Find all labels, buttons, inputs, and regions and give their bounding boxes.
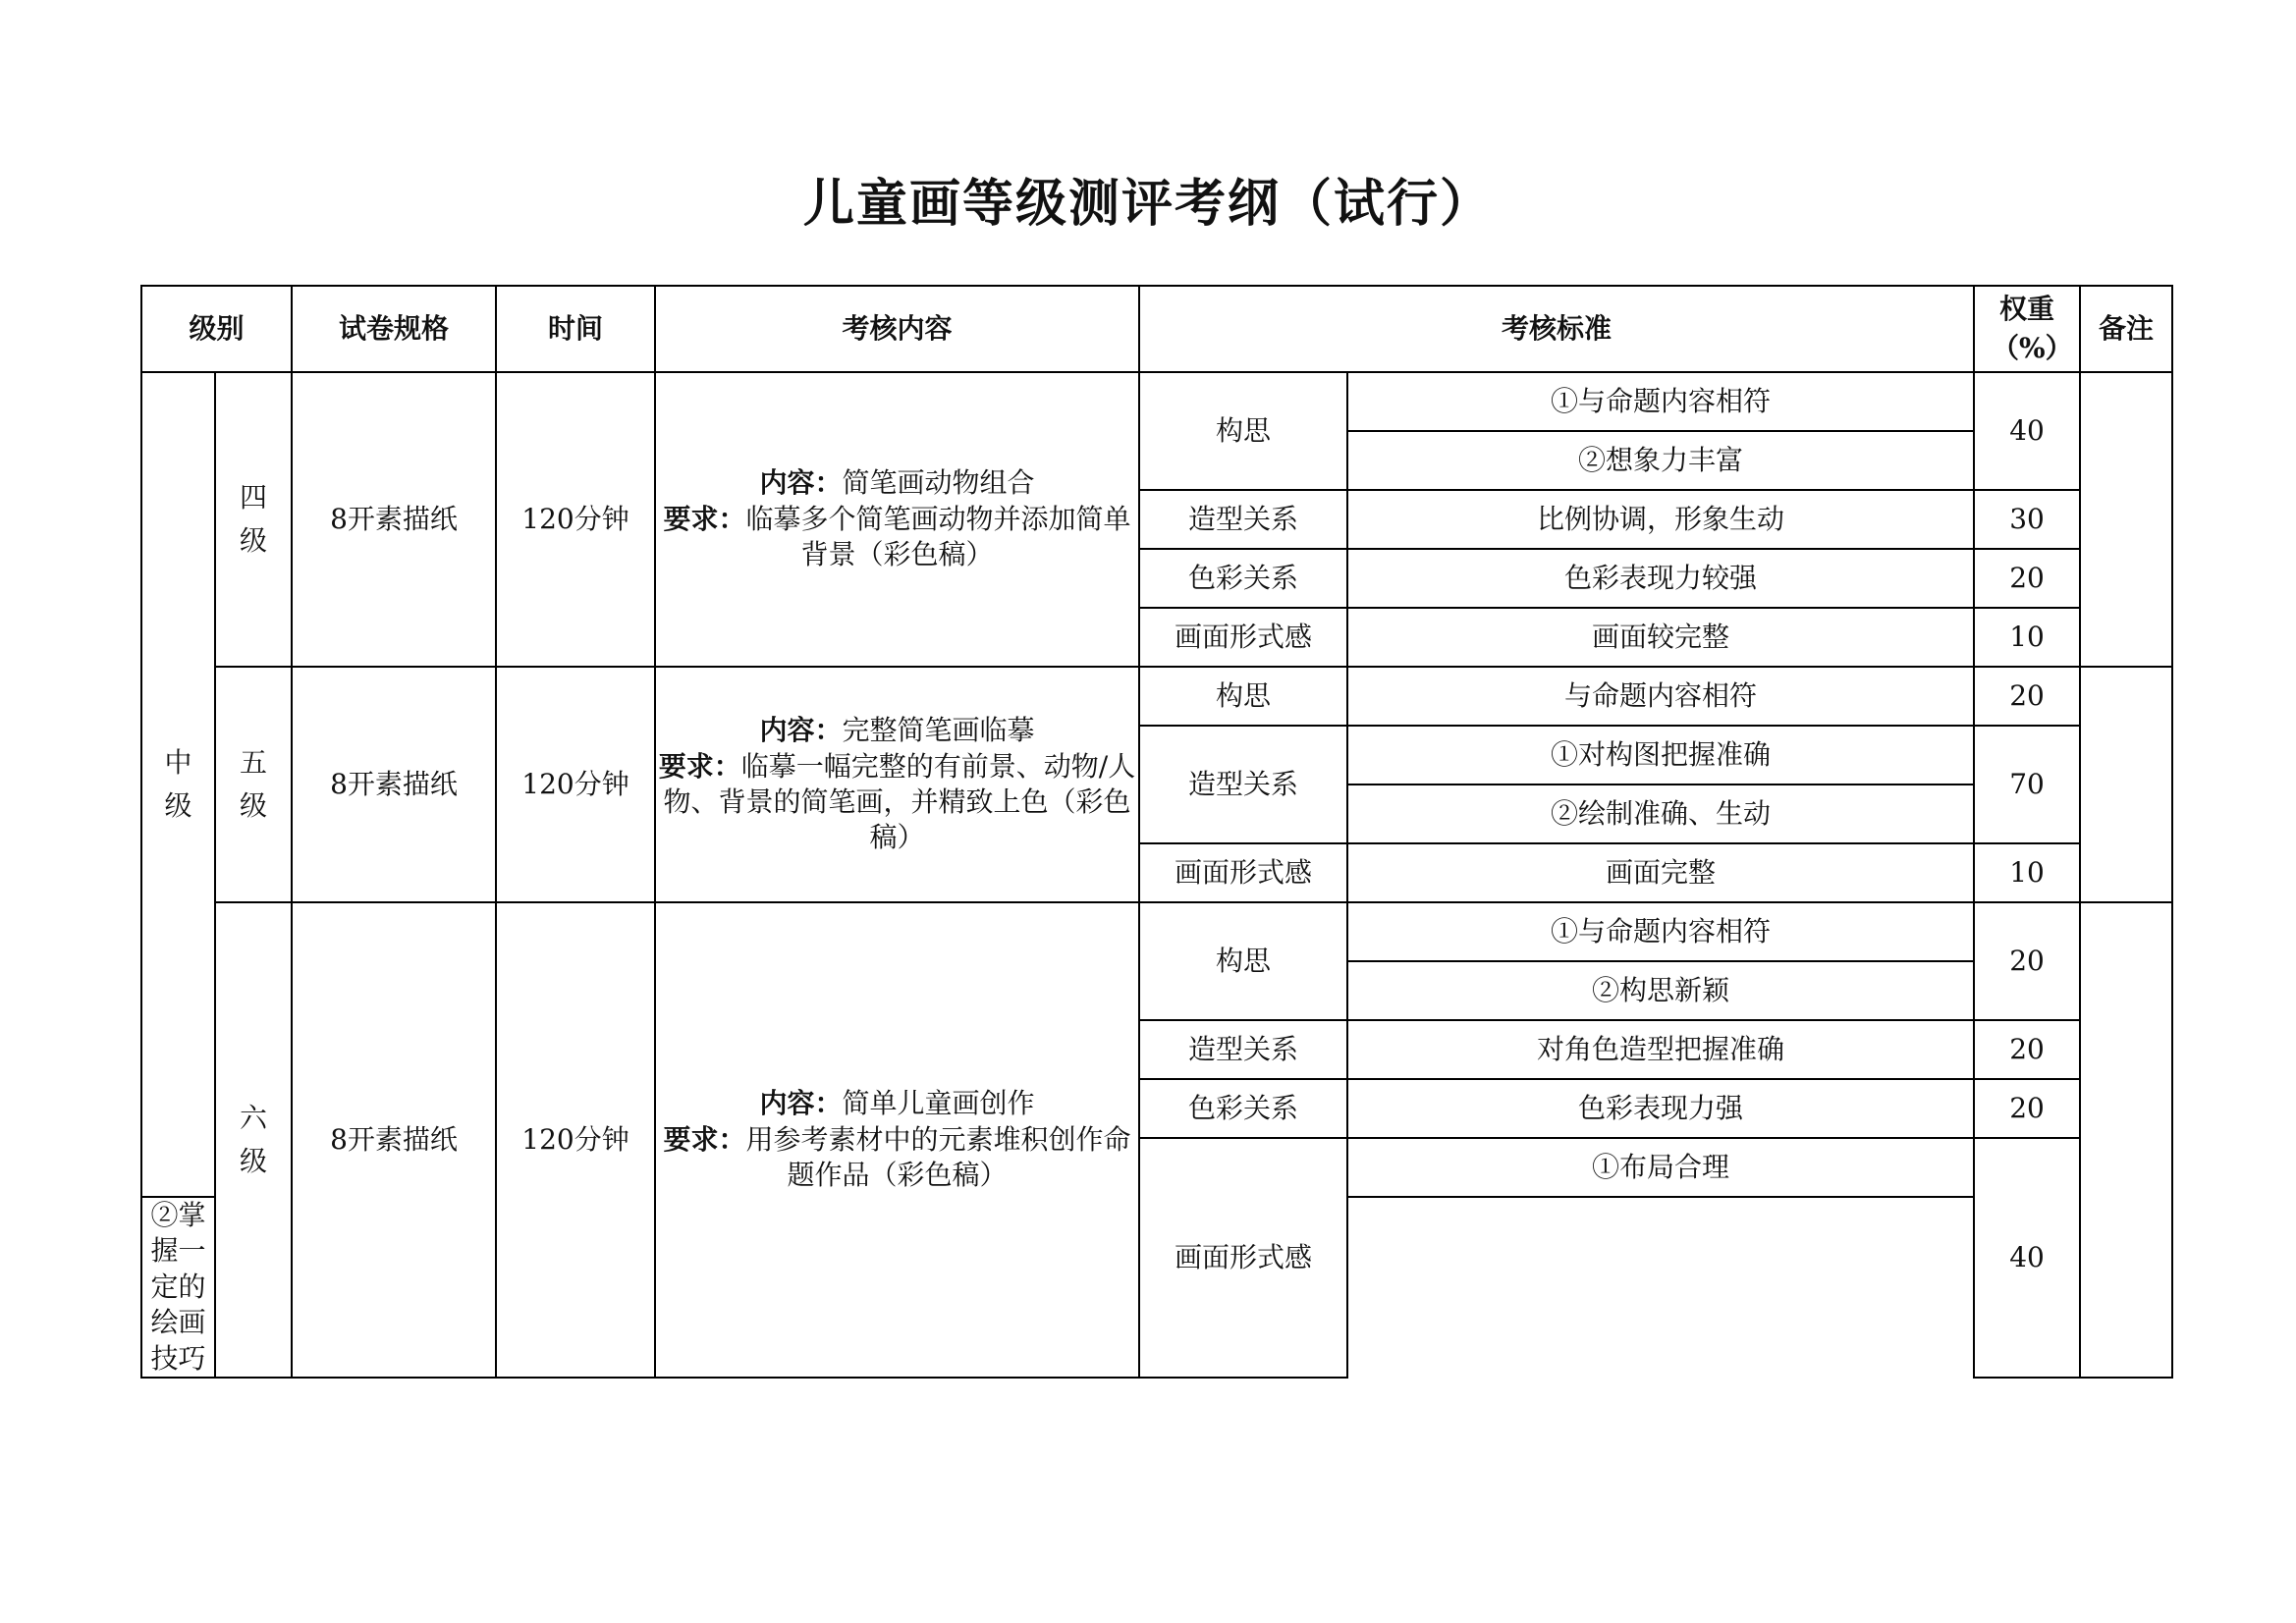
criteria-category: 画面形式感: [1139, 608, 1347, 667]
require-text: 临摹多个简笔画动物并添加简单背景（彩色稿）: [745, 502, 1131, 571]
table-row: [141, 667, 2172, 726]
weight-cell: 20: [1974, 667, 2080, 726]
criteria-item: 画面较完整: [1347, 608, 1974, 667]
criteria-item: 色彩表现力强: [1347, 1079, 1974, 1138]
content-text: 简笔画动物组合: [842, 466, 1035, 500]
header-paper: 试卷规格: [292, 286, 496, 372]
header-content: 考核内容: [655, 286, 1139, 372]
criteria-category: 构思: [1139, 667, 1347, 726]
criteria-category: 构思: [1139, 372, 1347, 490]
page-title: 儿童画等级测评考纲（试行）: [802, 174, 1493, 234]
content-label: 内容：: [759, 1087, 843, 1120]
header-standard: 考核标准: [1139, 286, 1974, 372]
note-cell: [2080, 902, 2172, 1378]
content-label: 内容：: [759, 466, 843, 500]
criteria-item: 与命题内容相符: [1347, 667, 1974, 726]
criteria-item: ②绘制准确、生动: [1347, 784, 1974, 843]
header-level: 级别: [141, 286, 292, 372]
weight-cell: 40: [1974, 1138, 2080, 1378]
content-cell: [655, 372, 1139, 667]
criteria-item: ②构思新颖: [1347, 961, 1974, 1020]
table-row: [141, 902, 2172, 961]
content-cell: [655, 667, 1139, 902]
header-time: 时间: [496, 286, 655, 372]
note-cell: [2080, 667, 2172, 902]
content-cell: [655, 902, 1139, 1378]
time-cell: 120分钟: [496, 372, 655, 667]
criteria-category: 色彩关系: [1139, 549, 1347, 608]
weight-cell: 20: [1974, 1020, 2080, 1079]
note-cell: [2080, 372, 2172, 667]
criteria-category: 色彩关系: [1139, 1079, 1347, 1138]
criteria-item: 对角色造型把握准确: [1347, 1020, 1974, 1079]
level-name: 四级: [215, 372, 292, 667]
paper-cell: 8开素描纸: [292, 372, 496, 667]
syllabus-table: [140, 285, 2173, 1379]
require-label: 要求：: [663, 502, 746, 535]
weight-cell: 20: [1974, 1079, 2080, 1138]
weight-cell: 70: [1974, 726, 2080, 843]
criteria-category: 画面形式感: [1139, 1138, 1347, 1378]
criteria-item: 色彩表现力较强: [1347, 549, 1974, 608]
criteria-category: 造型关系: [1139, 1020, 1347, 1079]
criteria-item: ①布局合理: [1347, 1138, 1974, 1197]
criteria-item: ①与命题内容相符: [1347, 902, 1974, 961]
criteria-item: ②掌握一定的绘画技巧: [141, 1197, 215, 1378]
criteria-item: ①对构图把握准确: [1347, 726, 1974, 784]
criteria-item: 画面完整: [1347, 843, 1974, 902]
header-row: [141, 286, 2172, 372]
criteria-item: ①与命题内容相符: [1347, 372, 1974, 431]
criteria-category: 画面形式感: [1139, 843, 1347, 902]
require-text: 用参考素材中的元素堆积创作命题作品（彩色稿）: [745, 1122, 1131, 1192]
require-label: 要求：: [663, 1122, 746, 1156]
require-text: 临摹一幅完整的有前景、动物/人物、背景的简笔画，并精致上色（彩色稿）: [663, 749, 1136, 854]
weight-cell: 10: [1974, 843, 2080, 902]
paper-cell: 8开素描纸: [292, 667, 496, 902]
criteria-item: 比例协调，形象生动: [1347, 490, 1974, 549]
require-label: 要求：: [658, 749, 741, 783]
level-name: 五级: [215, 667, 292, 902]
criteria-category: 造型关系: [1139, 726, 1347, 843]
weight-cell: 20: [1974, 549, 2080, 608]
header-note: 备注: [2080, 286, 2172, 372]
content-text: 简单儿童画创作: [842, 1087, 1035, 1120]
paper-cell: 8开素描纸: [292, 902, 496, 1378]
weight-cell: 20: [1974, 902, 2080, 1020]
weight-cell: 40: [1974, 372, 2080, 490]
group-cell: 中级: [141, 372, 215, 1197]
content-text: 完整简笔画临摹: [842, 714, 1035, 747]
criteria-item: ②想象力丰富: [1347, 431, 1974, 490]
time-cell: 120分钟: [496, 667, 655, 902]
level-name: 六级: [215, 902, 292, 1378]
content-label: 内容：: [759, 714, 843, 747]
header-weight: 权重（%）: [1974, 286, 2080, 372]
time-cell: 120分钟: [496, 902, 655, 1378]
weight-cell: 30: [1974, 490, 2080, 549]
criteria-category: 构思: [1139, 902, 1347, 1020]
criteria-category: 造型关系: [1139, 490, 1347, 549]
table-row: [141, 372, 2172, 431]
weight-cell: 10: [1974, 608, 2080, 667]
